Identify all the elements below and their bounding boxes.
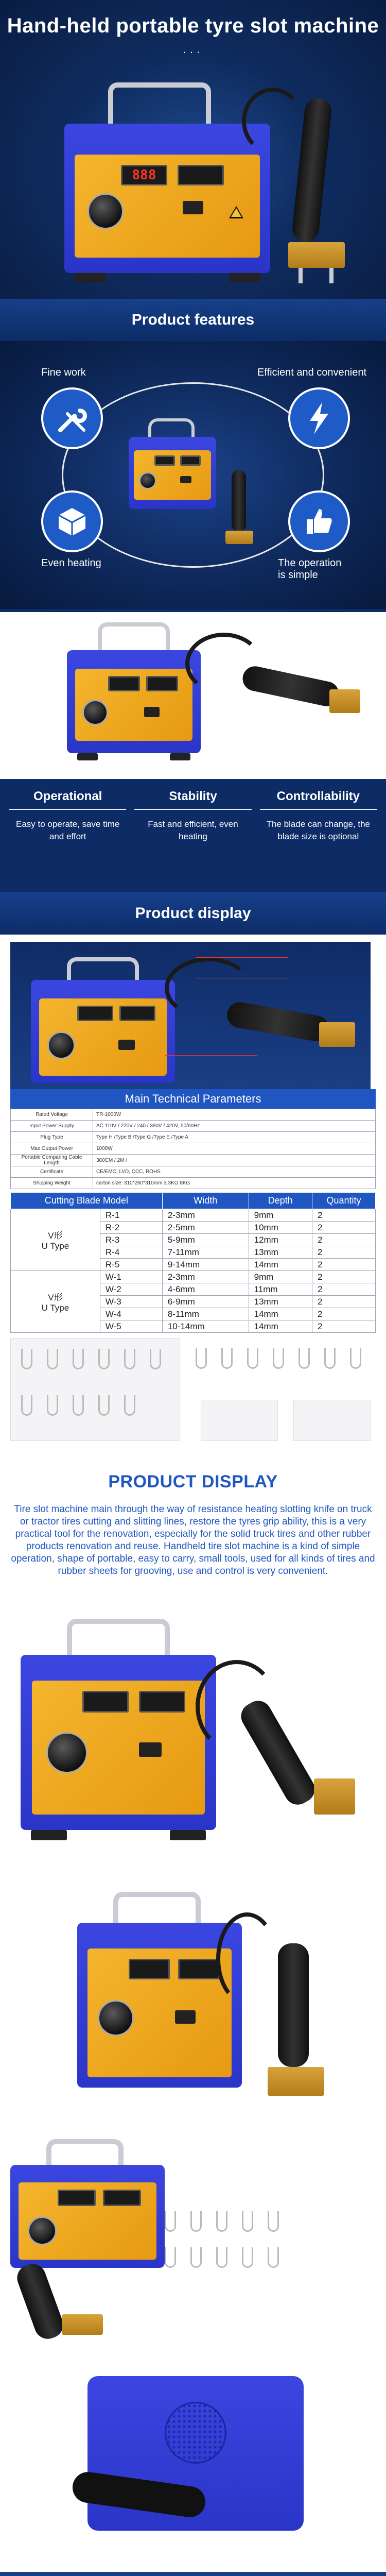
temperature-display-2 xyxy=(178,165,224,185)
spec-key: Shipping Weight xyxy=(11,1178,93,1189)
blade-cell: 2 xyxy=(312,1308,375,1320)
temperature-display: 888 xyxy=(121,165,167,185)
hero-title: Hand-held portable tyre slot machine xyxy=(7,14,379,37)
blade-type-cell: V形 U Type xyxy=(11,1209,100,1271)
blade-cell: R-5 xyxy=(100,1259,162,1271)
machine-photo-row xyxy=(0,609,386,779)
spec-value: carton size: 310*260*310mm 3.3KG 8KG xyxy=(93,1178,376,1189)
blade-cell: W-5 xyxy=(100,1320,162,1333)
spec-value: 380CM / 2M / xyxy=(93,1155,376,1166)
blade-cell: 2-3mm xyxy=(162,1209,249,1222)
blade-cell: 10mm xyxy=(249,1222,312,1234)
spec-value: CE/EMC, LVD, CCC, ROHS xyxy=(93,1166,376,1178)
hero-dots: ··· xyxy=(183,45,203,58)
spec-key: Plug Type xyxy=(11,1132,93,1143)
section-title-features: Product features xyxy=(0,299,386,341)
blade-cell: 2 xyxy=(312,1259,375,1271)
blade-type-cell: V形 U Type xyxy=(11,1271,100,1333)
temperature-knob xyxy=(87,193,124,229)
blade-cell: 14mm xyxy=(249,1308,312,1320)
benefit-title: Operational xyxy=(33,789,102,803)
blade-cell: 7-11mm xyxy=(162,1246,249,1259)
blade-cell: 2 xyxy=(312,1246,375,1259)
blade-cell: 13mm xyxy=(249,1246,312,1259)
blade-cell: 2 xyxy=(312,1320,375,1333)
benefit-text: Fast and efficient, even heating xyxy=(148,819,238,841)
lightning-icon xyxy=(288,387,350,449)
feature-label-efficient: Efficient and convenient xyxy=(257,367,367,378)
blade-table xyxy=(10,1192,376,1333)
blade-cell: R-1 xyxy=(100,1209,162,1222)
blade-cell: W-1 xyxy=(100,1271,162,1283)
spec-key: Portable Comparing Cable Length xyxy=(11,1155,93,1166)
blade-photos xyxy=(10,1338,376,1451)
spec-row xyxy=(11,1109,376,1121)
blade-cell: 14mm xyxy=(249,1320,312,1333)
benefit-controllability xyxy=(256,789,381,882)
spec-value: AC 110V / 220V / 240 / 380V / 420V, 50/60Hz xyxy=(93,1121,376,1132)
features-machine-image xyxy=(129,418,216,521)
blade-cell: 2 xyxy=(312,1222,375,1234)
section-title-display: Product display xyxy=(0,892,386,935)
product-description xyxy=(10,1472,376,1578)
blade-cell: 12mm xyxy=(249,1234,312,1246)
feature-label-operation: The operation is simple xyxy=(278,557,342,581)
blade-cell: R-3 xyxy=(100,1234,162,1246)
spec-row xyxy=(11,1155,376,1166)
product-photo-1 xyxy=(0,1598,386,1856)
blade-cell: 2-3mm xyxy=(162,1271,249,1283)
blade-cell: 2 xyxy=(312,1296,375,1308)
blade-cell: 10-14mm xyxy=(162,1320,249,1333)
description-title: PRODUCT DISPLAY xyxy=(108,1472,278,1492)
spec-row xyxy=(11,1178,376,1189)
blade-cell: 4-6mm xyxy=(162,1283,249,1296)
blade-table-header: Depth xyxy=(249,1193,312,1209)
cube-icon xyxy=(41,490,103,552)
blade-cell: 6-9mm xyxy=(162,1296,249,1308)
description-text: Tire slot machine main through the way of resistance heating slotting knife on truck or tractor tires cutting and slitting lines, restore the tyres grip ability, this is a very practical tool for the renovation, especially for the solid truck tires and other rubber products renovation and reuse. Handheld tire slot machine is a kind of simple operation, shape of portable, easy to carry, small tools, used for all kinds of tires and rubber sheets for grooving, use and control is very convenient. xyxy=(11,1504,375,1577)
spec-key: Input Power Supply xyxy=(11,1121,93,1132)
section-title-effect xyxy=(0,2572,386,2576)
blade-table-header: Cutting Blade Model xyxy=(11,1193,163,1209)
spec-key: Max Output Power xyxy=(11,1143,93,1155)
hero-banner xyxy=(0,0,386,299)
blade-cell: 9mm xyxy=(249,1209,312,1222)
blade-cell: 9mm xyxy=(249,1271,312,1283)
blade-cell: 5-9mm xyxy=(162,1234,249,1246)
blade-cell: 13mm xyxy=(249,1296,312,1308)
benefit-title: Controllability xyxy=(276,789,360,803)
product-photo-2 xyxy=(0,1871,386,2119)
blade-cell: 14mm xyxy=(249,1259,312,1271)
spec-row xyxy=(11,1121,376,1132)
features-panel xyxy=(0,341,386,609)
benefit-title: Stability xyxy=(169,789,217,803)
benefit-operational xyxy=(5,789,130,882)
benefit-stability xyxy=(130,789,255,882)
spec-key: Certificate xyxy=(11,1166,93,1178)
blade-table-header: Width xyxy=(162,1193,249,1209)
spec-value: 1000W xyxy=(93,1143,376,1155)
feature-label-fine-work: Fine work xyxy=(41,367,86,378)
benefit-text: Easy to operate, save time and effort xyxy=(16,819,120,841)
spec-value: TR-1000W xyxy=(93,1109,376,1121)
blade-row xyxy=(11,1209,376,1222)
blade-cell: 11mm xyxy=(249,1283,312,1296)
spec-row xyxy=(11,1143,376,1155)
blade-cell: W-4 xyxy=(100,1308,162,1320)
blade-cell: R-2 xyxy=(100,1222,162,1234)
spec-table xyxy=(10,1109,376,1189)
benefit-text: The blade can change, the blade size is optional xyxy=(266,819,370,841)
blade-cell: 2 xyxy=(312,1271,375,1283)
blade-cell: 9-14mm xyxy=(162,1259,249,1271)
blade-cell: R-4 xyxy=(100,1246,162,1259)
blade-cell: W-2 xyxy=(100,1283,162,1296)
spec-table-title: Main Technical Parameters xyxy=(10,1089,376,1109)
blade-row xyxy=(11,1271,376,1283)
product-photo-3 xyxy=(0,2129,386,2355)
spec-key: Rated Voltage xyxy=(11,1109,93,1121)
spec-row xyxy=(11,1132,376,1143)
blade-table-header: Quantity xyxy=(312,1193,375,1209)
display-photo xyxy=(0,935,386,1089)
blade-cell: 2 xyxy=(312,1283,375,1296)
blade-cell: 2 xyxy=(312,1209,375,1222)
spec-value: Type H /Type B /Type G /Type E /Type A xyxy=(93,1132,376,1143)
wrench-screwdriver-icon xyxy=(41,387,103,449)
power-switch xyxy=(183,201,203,214)
hero-cutter-handle xyxy=(278,98,350,294)
blade-cell: 2 xyxy=(312,1234,375,1246)
product-photo-4 xyxy=(0,2355,386,2551)
blade-cell: W-3 xyxy=(100,1296,162,1308)
spec-row xyxy=(11,1166,376,1178)
blade-cell: 2-5mm xyxy=(162,1222,249,1234)
thumb-icon xyxy=(288,490,350,552)
feature-label-even-heating: Even heating xyxy=(41,557,101,569)
benefits-row xyxy=(0,779,386,892)
blade-cell: 8-11mm xyxy=(162,1308,249,1320)
